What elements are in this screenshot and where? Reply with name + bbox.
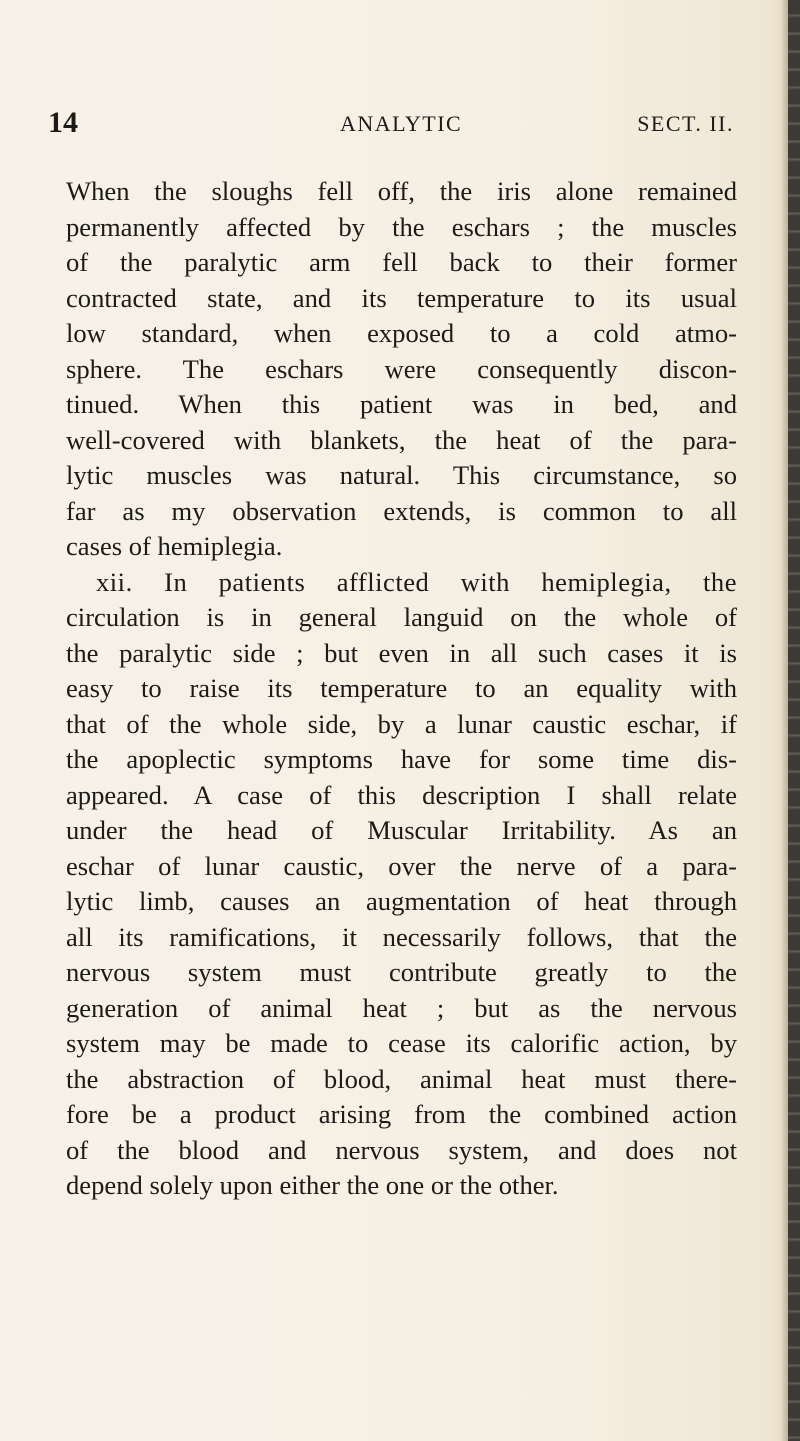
- text-line: tinued. When this patient was in bed, and: [66, 389, 737, 419]
- text-line: permanently affected by the eschars ; the muscles: [66, 211, 737, 242]
- text-line: that of the whole side, by a lunar caustic eschar, if: [66, 708, 737, 739]
- paragraph-start-line: xii. In patients afflicted with hemiplegia, the: [96, 566, 737, 597]
- text-line: system may be made to cease its calorific action, by: [66, 1028, 737, 1058]
- text-line: the paralytic side ; but even in all such cases it is: [66, 637, 737, 668]
- page-header: [48, 106, 734, 140]
- text-line: far as my observation extends, is common to all: [66, 495, 737, 526]
- text-line: contracted state, and its temperature to its usual: [66, 282, 737, 313]
- body-text: [66, 174, 737, 1204]
- section-label: SECT. II.: [637, 111, 734, 136]
- text-line: sphere. The eschars were consequently discon-: [66, 353, 737, 384]
- text-line: circulation is in general languid on the whole of: [66, 602, 737, 632]
- text-line: lytic muscles was natural. This circumstance, so: [66, 460, 737, 490]
- text-line: generation of animal heat ; but as the nervous: [66, 992, 737, 1023]
- text-line: low standard, when exposed to a cold atmo-: [66, 318, 737, 348]
- page-edge: [788, 0, 800, 1441]
- page-gutter-shadow: [780, 0, 788, 1441]
- text-line: appeared. A case of this description I shall relate: [66, 779, 737, 810]
- text-line: cases of hemiplegia.: [66, 531, 283, 561]
- text-line: easy to raise its temperature to an equality with: [66, 673, 737, 703]
- text-line: depend solely upon either the one or the other.: [66, 1170, 559, 1200]
- text-line: When the sloughs fell off, the iris alone remained: [66, 176, 737, 206]
- page-number: 14: [48, 106, 78, 139]
- text-line: of the blood and nervous system, and does not: [66, 1134, 737, 1165]
- text-line: lytic limb, causes an augmentation of heat through: [66, 886, 737, 916]
- text-line: fore be a product arising from the combined action: [66, 1099, 737, 1129]
- text-line: eschar of lunar caustic, over the nerve of a para-: [66, 850, 737, 881]
- text-line: the abstraction of blood, animal heat must there-: [66, 1063, 737, 1094]
- text-line: the apoplectic symptoms have for some time dis-: [66, 744, 737, 774]
- text-line: well-covered with blankets, the heat of the para-: [66, 424, 737, 455]
- text-line: of the paralytic arm fell back to their former: [66, 247, 737, 277]
- text-line: under the head of Muscular Irritability. As an: [66, 815, 737, 845]
- text-line: all its ramifications, it necessarily follows, that the: [66, 921, 737, 952]
- running-title: ANALYTIC: [340, 111, 463, 136]
- text-line: nervous system must contribute greatly to the: [66, 957, 737, 987]
